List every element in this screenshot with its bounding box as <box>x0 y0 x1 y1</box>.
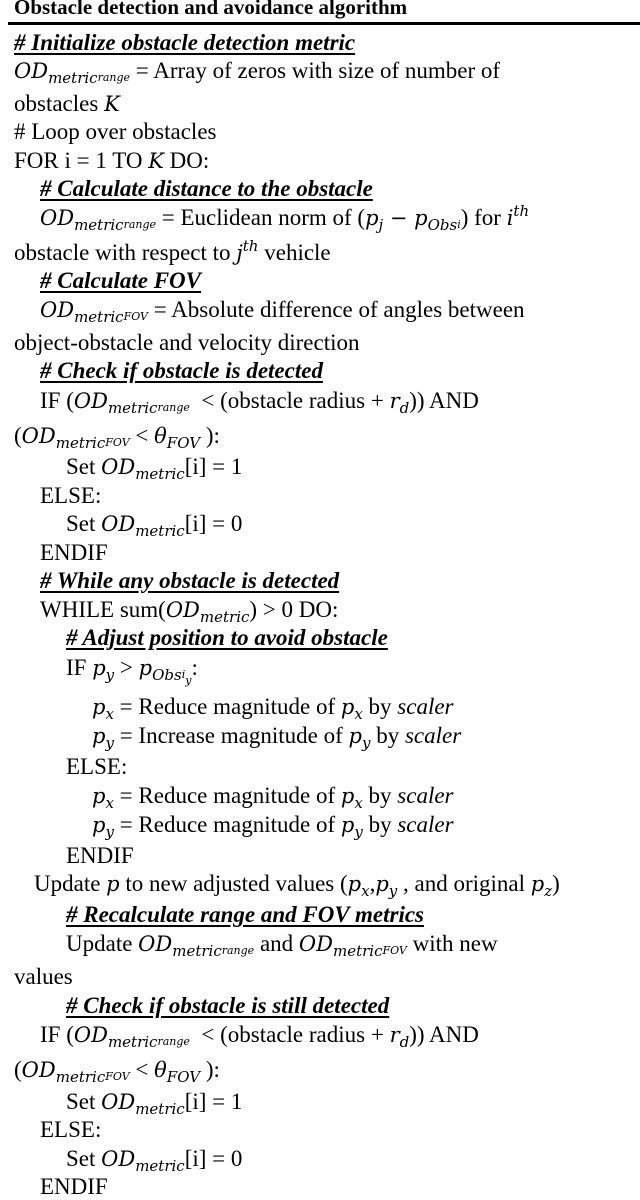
algorithm-title: Obstacle detection and avoidance algorithm <box>14 0 408 19</box>
code-line: $p_y$ = Increase magnitude of $p_y$ by scaler <box>92 723 462 752</box>
code-line: $OD_{metric}range$ = Array of zeros with size of number of <box>14 58 501 87</box>
code-line: Set $OD_{metric}[i] = 0$ <box>66 511 243 540</box>
code-line <box>40 268 201 294</box>
comment: # Calculate FOV <box>40 268 202 293</box>
code-line: values <box>14 964 73 989</box>
code-line: obstacles K <box>14 91 120 116</box>
code-line: Set $OD_{metric}[i] = 0$ <box>66 1146 243 1175</box>
comment: # Initialize obstacle detection metric <box>14 30 356 55</box>
code-line: IF ($OD_{metric}range$ < (obstacle radius + $r_d$)) AND <box>40 388 479 417</box>
comment: # While any obstacle is detected <box>40 568 340 593</box>
code-line: ENDIF <box>66 843 134 868</box>
code-line <box>66 625 388 651</box>
code-line: ELSE: <box>40 1117 102 1142</box>
code-line: object-obstacle and velocity direction <box>14 330 360 355</box>
code-line: IF $p_y > p_{Obs}i_y$: <box>66 655 198 687</box>
title-rule <box>8 22 640 25</box>
code-line <box>66 902 424 928</box>
code-line: ($OD_{metric}FOV < \theta_{FOV}$ ): <box>14 1057 220 1086</box>
code-line: IF ($OD_{metric}range$ < (obstacle radius + $r_d$)) AND <box>40 1022 479 1051</box>
code-line: Set $OD_{metric}[i] = 1$ <box>66 454 243 483</box>
code-line <box>40 176 373 202</box>
code-line: FOR i = 1 TO K DO: <box>14 148 210 173</box>
code-line: $p_y$ = Reduce magnitude of $p_y$ by scaler <box>92 812 454 841</box>
code-line: ($OD_{metric}FOV < \theta_{FOV}$ ): <box>14 423 220 452</box>
code-line <box>14 30 355 56</box>
code-line: # Loop over obstacles <box>14 119 217 144</box>
code-line: obstacle with respect to $j^{th}$ vehicle <box>14 237 331 265</box>
code-line: Update p to new adjusted values ($p_x,p_y$ , and original $p_z$) <box>34 871 560 900</box>
comment: # Adjust position to avoid obstacle <box>66 625 388 650</box>
comment: # Calculate distance to the obstacle <box>40 176 373 201</box>
code-line: $p_x$ = Reduce magnitude of $p_x$ by scaler <box>92 783 454 812</box>
comment: # Check if obstacle is detected <box>40 358 323 383</box>
code-line: ENDIF <box>40 1174 108 1199</box>
code-line: ELSE: <box>66 754 128 779</box>
comment: # Check if obstacle is still detected <box>66 993 390 1018</box>
code-line: Set $OD_{metric}[i] = 1$ <box>66 1089 243 1118</box>
code-line: Update $OD_{metric}range$ and $OD_{metric}FOV$ with new <box>66 931 498 960</box>
code-line <box>66 993 389 1019</box>
code-line: $p_x$ = Reduce magnitude of $p_x$ by scaler <box>92 694 454 723</box>
comment: # Recalculate range and FOV metrics <box>66 902 424 927</box>
code-line: $OD_{metric}FOV$ = Absolute difference of angles between <box>40 297 525 326</box>
code-line: WHILE $sum(OD_{metric}) > 0$ DO: <box>40 597 339 626</box>
code-line <box>40 358 323 384</box>
code-line <box>40 568 339 594</box>
code-line: ELSE: <box>40 483 102 508</box>
code-line: ENDIF <box>40 540 108 565</box>
code-line: $OD_{metric}range$ = Euclidean norm of $(p_j - p_{Obs}i)$ for $i^{th}$ <box>40 202 530 234</box>
